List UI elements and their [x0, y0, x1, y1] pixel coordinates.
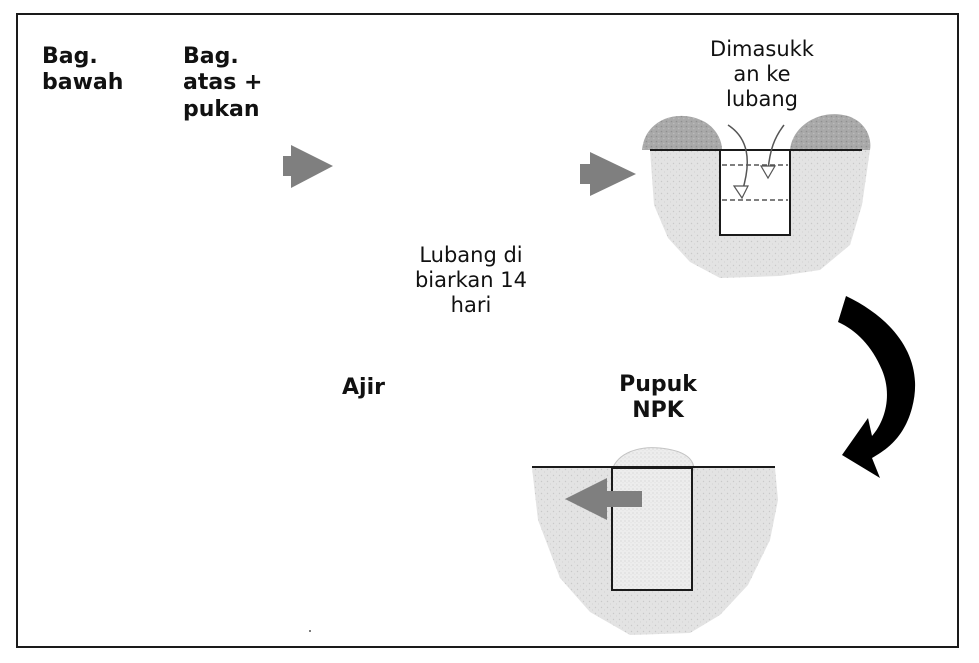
label-lubang-dibiarkan: Lubang di biarkan 14 hari	[414, 243, 528, 318]
label-pupuk-npk: Pupuk NPK	[619, 372, 697, 424]
hole-filling-illustration	[642, 114, 870, 278]
label-dimasukkan: Dimasukk an ke lubang	[710, 37, 814, 112]
planting-hole-illustration	[532, 448, 778, 635]
process-arrow-2	[580, 152, 636, 196]
stray-dot	[309, 630, 311, 632]
curved-arrow-icon	[838, 296, 915, 478]
label-bag-atas-pukan: Bag. atas + pukan	[183, 44, 263, 122]
label-ajir: Ajir	[342, 375, 385, 400]
label-bag-bawah: Bag. bawah	[42, 44, 124, 96]
process-arrow-1	[283, 145, 333, 188]
